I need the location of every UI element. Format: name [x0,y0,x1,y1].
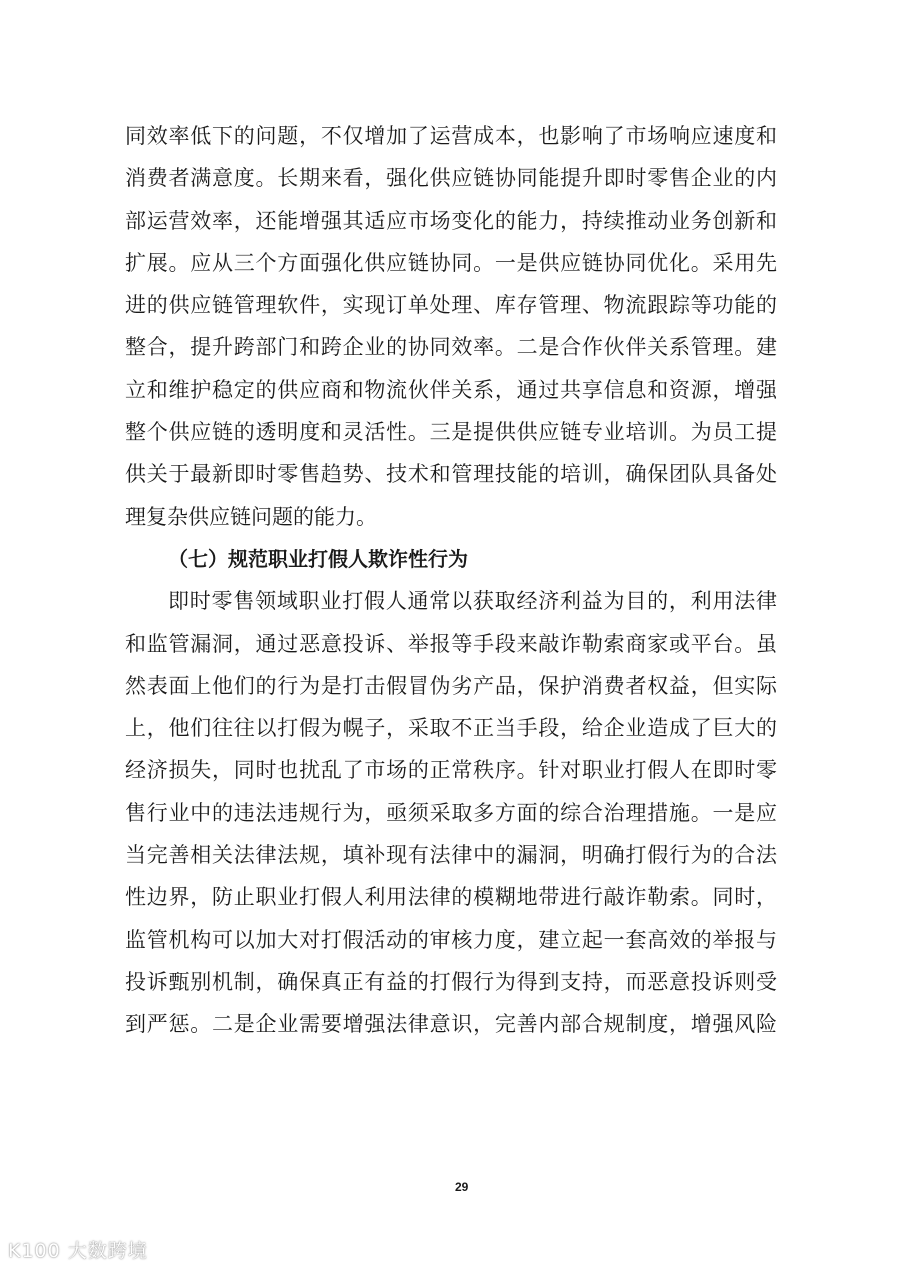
text-line: 和监管漏洞，通过恶意投诉、举报等手段来敲诈勒索商家或平台。虽 [125,631,777,656]
text-line: 当完善相关法律法规，填补现有法律中的漏洞，明确打假行为的合法 [125,843,777,868]
text-line: 即时零售领域职业打假人通常以获取经济利益为目的，利用法律 [168,589,777,614]
text-line: 扩展。应从三个方面强化供应链协同。一是供应链协同优化。采用先 [125,250,777,275]
section-heading: （七）规范职业打假人欺诈性行为 [168,546,468,571]
text-line: 上，他们往往以打假为幌子，采取不正当手段，给企业造成了巨大的 [125,716,777,741]
watermark-logo: K100 大数跨境 [8,1240,148,1262]
text-line: 到严惩。二是企业需要增强法律意识，完善内部合规制度，增强风险 [125,1012,777,1037]
text-line: 同效率低下的问题，不仅增加了运营成本，也影响了市场响应速度和 [125,124,777,148]
text-line: 消费者满意度。长期来看，强化供应链协同能提升即时零售企业的内 [125,166,777,191]
text-line: 供关于最新即时零售趋势、技术和管理技能的培训，确保团队具备处 [125,462,777,487]
text-line: 立和维护稳定的供应商和物流伙伴关系，通过共享信息和资源，增强 [125,377,777,402]
text-line: 监管机构可以加大对打假活动的审核力度，建立起一套高效的举报与 [125,927,777,952]
text-line: 性边界，防止职业打假人利用法律的模糊地带进行敲诈勒索。同时， [125,885,777,910]
text-line: 整合，提升跨部门和跨企业的协同效率。二是合作伙伴关系管理。建 [125,335,777,360]
text-line: 经济损失，同时也扰乱了市场的正常秩序。针对职业打假人在即时零 [125,758,777,783]
text-line: 整个供应链的透明度和灵活性。三是提供供应链专业培训。为员工提 [125,420,777,445]
text-line: 投诉甄别机制，确保真正有益的打假行为得到支持，而恶意投诉则受 [125,969,777,994]
text-line: 理复杂供应链问题的能力。 [125,504,377,529]
text-line: 售行业中的违法违规行为，亟须采取多方面的综合治理措施。一是应 [125,800,777,825]
paragraph [125,115,777,538]
paragraph [125,580,777,1045]
text-line: 进的供应链管理软件，实现订单处理、库存管理、物流跟踪等功能的 [125,293,777,318]
text-line: 然表面上他们的行为是打击假冒伪劣产品，保护消费者权益，但实际 [125,673,777,698]
page-number: 29 [455,1180,469,1194]
text-line: 部运营效率，还能增强其适应市场变化的能力，持续推动业务创新和 [125,208,777,233]
document-body [125,115,777,1046]
